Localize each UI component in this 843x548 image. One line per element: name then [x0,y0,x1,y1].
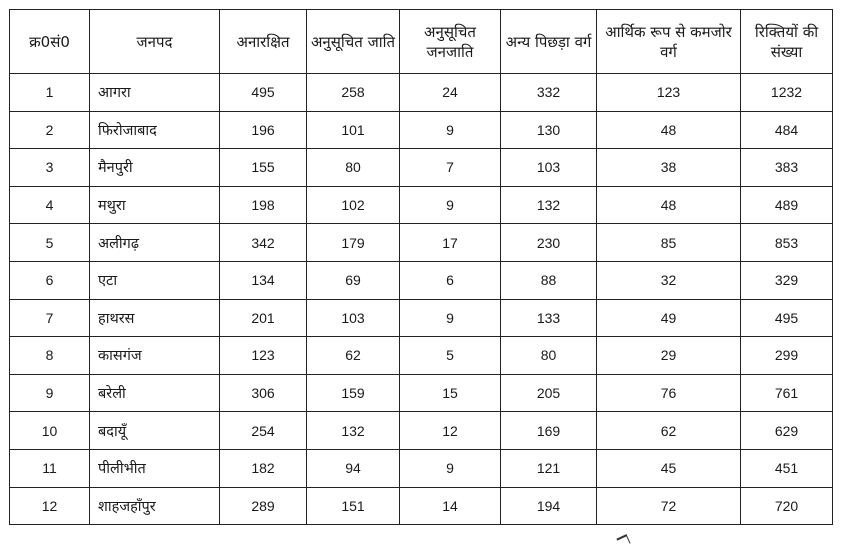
cell-other-backward-class: 194 [501,487,597,525]
cell-unreserved: 196 [220,111,307,149]
cell-other-backward-class: 133 [501,299,597,337]
cell-unreserved: 342 [220,224,307,262]
cell-scheduled-caste: 102 [307,186,400,224]
cell-serial-number: 4 [10,186,90,224]
cell-other-backward-class: 103 [501,149,597,187]
cell-total-vacancies: 489 [741,186,833,224]
cell-total-vacancies: 451 [741,449,833,487]
cell-scheduled-tribe: 9 [400,299,501,337]
cell-economically-weaker-section: 72 [597,487,741,525]
cell-total-vacancies: 495 [741,299,833,337]
cell-unreserved: 201 [220,299,307,337]
cell-economically-weaker-section: 123 [597,74,741,112]
cell-scheduled-caste: 159 [307,374,400,412]
cell-economically-weaker-section: 38 [597,149,741,187]
cell-serial-number: 5 [10,224,90,262]
cell-other-backward-class: 88 [501,261,597,299]
cell-serial-number: 3 [10,149,90,187]
cell-total-vacancies: 383 [741,149,833,187]
cell-economically-weaker-section: 76 [597,374,741,412]
cell-serial-number: 1 [10,74,90,112]
cell-total-vacancies: 629 [741,412,833,450]
table-row [10,261,833,299]
cell-economically-weaker-section: 45 [597,449,741,487]
cell-unreserved: 495 [220,74,307,112]
cell-scheduled-tribe: 6 [400,261,501,299]
cell-economically-weaker-section: 48 [597,111,741,149]
cell-total-vacancies: 329 [741,261,833,299]
cell-scheduled-tribe: 17 [400,224,501,262]
header-serial-number: क्र0सं0 [10,10,90,74]
cell-unreserved: 155 [220,149,307,187]
cell-total-vacancies: 720 [741,487,833,525]
cell-unreserved: 182 [220,449,307,487]
cell-scheduled-tribe: 9 [400,186,501,224]
cell-scheduled-tribe: 12 [400,412,501,450]
cell-district: हाथरस [90,299,220,337]
cell-other-backward-class: 132 [501,186,597,224]
table-row [10,186,833,224]
vacancy-table [9,9,833,525]
cell-scheduled-caste: 80 [307,149,400,187]
cell-serial-number: 8 [10,337,90,375]
cell-other-backward-class: 332 [501,74,597,112]
table-row [10,74,833,112]
cell-district: पीलीभीत [90,449,220,487]
cell-scheduled-caste: 94 [307,449,400,487]
cell-district: शाहजहाँपुर [90,487,220,525]
cell-other-backward-class: 205 [501,374,597,412]
cell-other-backward-class: 80 [501,337,597,375]
cell-unreserved: 289 [220,487,307,525]
cell-district: अलीगढ़ [90,224,220,262]
cell-scheduled-caste: 258 [307,74,400,112]
header-scheduled-tribe: अनुसूचित जनजाति [400,10,501,74]
cell-economically-weaker-section: 32 [597,261,741,299]
table-row [10,299,833,337]
cell-total-vacancies: 299 [741,337,833,375]
cell-serial-number: 2 [10,111,90,149]
cell-district: मथुरा [90,186,220,224]
cell-scheduled-tribe: 14 [400,487,501,525]
cell-total-vacancies: 1232 [741,74,833,112]
table-body [10,74,833,525]
cell-scheduled-caste: 103 [307,299,400,337]
table-row [10,374,833,412]
cell-district: आगरा [90,74,220,112]
cell-other-backward-class: 230 [501,224,597,262]
table-row [10,111,833,149]
cell-serial-number: 9 [10,374,90,412]
cell-scheduled-tribe: 15 [400,374,501,412]
cell-district: मैनपुरी [90,149,220,187]
cell-serial-number: 6 [10,261,90,299]
table-row [10,449,833,487]
cell-scheduled-tribe: 9 [400,449,501,487]
cell-scheduled-caste: 62 [307,337,400,375]
cell-economically-weaker-section: 85 [597,224,741,262]
header-unreserved: अनारक्षित [220,10,307,74]
cell-scheduled-tribe: 5 [400,337,501,375]
cell-unreserved: 134 [220,261,307,299]
cell-district: बदायूँ [90,412,220,450]
cell-total-vacancies: 484 [741,111,833,149]
cell-economically-weaker-section: 29 [597,337,741,375]
cell-scheduled-caste: 151 [307,487,400,525]
cell-economically-weaker-section: 49 [597,299,741,337]
cell-district: बरेली [90,374,220,412]
header-economically-weaker-section: आर्थिक रूप से कमजोर वर्ग [597,10,741,74]
cell-unreserved: 254 [220,412,307,450]
header-row [10,10,833,74]
table-row [10,487,833,525]
cell-serial-number: 7 [10,299,90,337]
table-row [10,412,833,450]
cell-serial-number: 12 [10,487,90,525]
cell-scheduled-tribe: 9 [400,111,501,149]
cell-total-vacancies: 761 [741,374,833,412]
cell-district: फिरोजाबाद [90,111,220,149]
cell-scheduled-tribe: 24 [400,74,501,112]
cell-total-vacancies: 853 [741,224,833,262]
cell-scheduled-caste: 69 [307,261,400,299]
cell-district: कासगंज [90,337,220,375]
cell-district: एटा [90,261,220,299]
cell-serial-number: 10 [10,412,90,450]
header-other-backward-class: अन्य पिछड़ा वर्ग [501,10,597,74]
header-total-vacancies: रिक्तियों की संख्या [741,10,833,74]
cell-other-backward-class: 121 [501,449,597,487]
cell-serial-number: 11 [10,449,90,487]
table-row [10,224,833,262]
pen-mark [616,534,630,548]
cell-unreserved: 123 [220,337,307,375]
cell-other-backward-class: 169 [501,412,597,450]
cell-unreserved: 306 [220,374,307,412]
cell-scheduled-caste: 179 [307,224,400,262]
header-district: जनपद [90,10,220,74]
header-scheduled-caste: अनुसूचित जाति [307,10,400,74]
cell-scheduled-caste: 101 [307,111,400,149]
cell-scheduled-caste: 132 [307,412,400,450]
cell-scheduled-tribe: 7 [400,149,501,187]
cell-economically-weaker-section: 62 [597,412,741,450]
table-row [10,337,833,375]
cell-economically-weaker-section: 48 [597,186,741,224]
cell-other-backward-class: 130 [501,111,597,149]
table-row [10,149,833,187]
cell-unreserved: 198 [220,186,307,224]
